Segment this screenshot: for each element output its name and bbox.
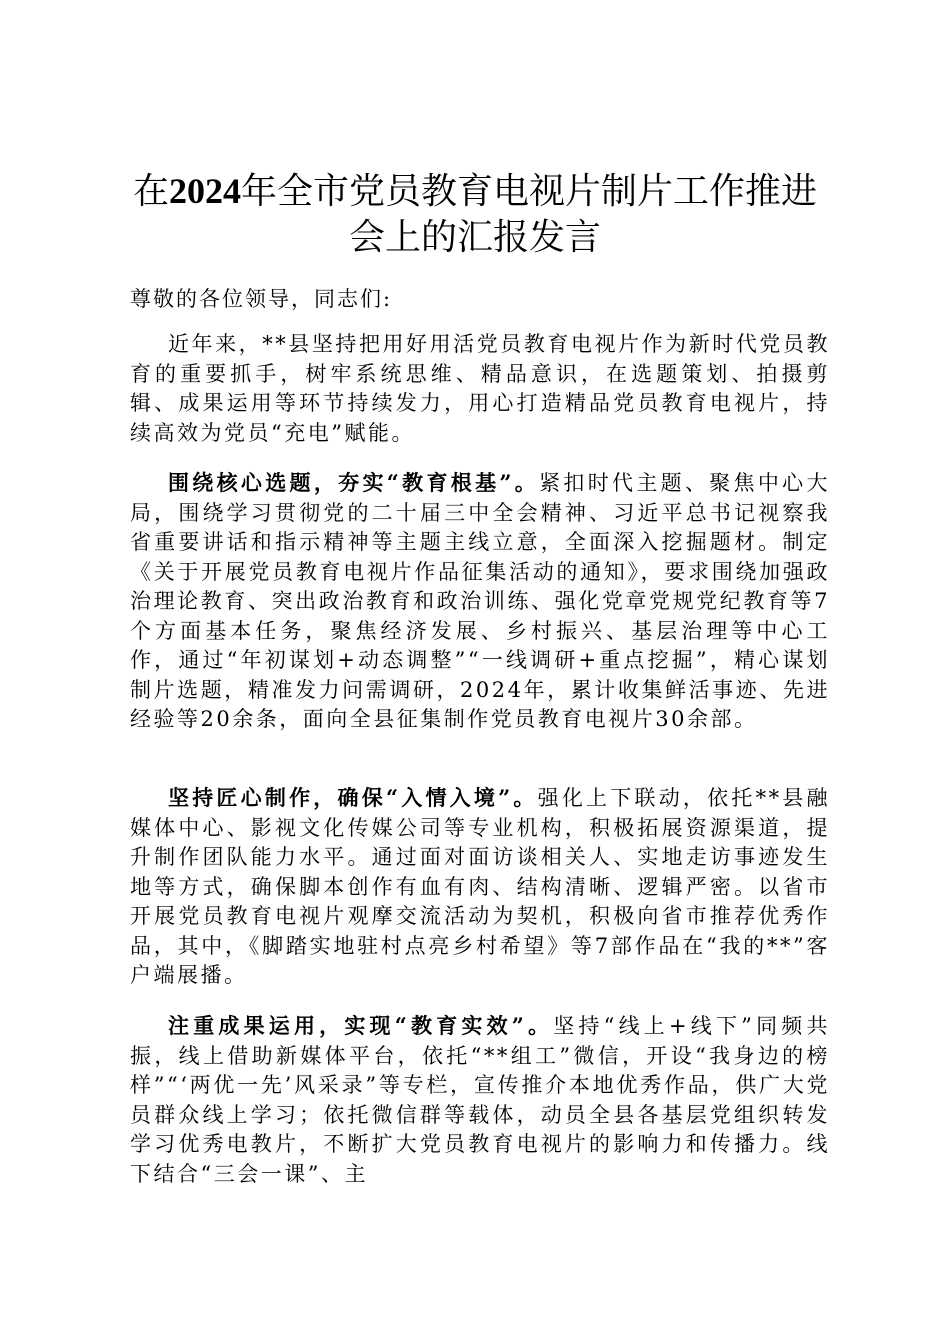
paragraph-body: 紧扣时代主题、聚焦中心大局，围绕学习贯彻党的二十届三中全会精神、习近平总书记视察我省重要讲话和指示精神等主题主线立意，全面深入挖掘题材。制定《关于开展党员教育电视片作品征集活动的通知》，要求围绕加强政治理论教育、突出政治教育和政治训练、强化党章党规党纪教育等7个方面基本任务，聚焦经济发展、乡村振兴、基层治理等中心工作，通过“年初谋划+动态调整”“一线调研+重点挖掘”，精心谋划制片选题，精准发力问需调研，2024年，累计收集鲜活事迹、先进经验等20余条，面向全县征集制作党员教育电视片30余部。 xyxy=(130,471,830,731)
paragraph-topic-selection xyxy=(130,468,830,735)
title-year: 2024 xyxy=(169,171,241,211)
paragraph-body: 近年来，**县坚持把用好用活党员教育电视片作为新时代党员教育的重要抓手，树牢系统思维、精品意识，在选题策划、拍摄剪辑、成果运用等环节持续发力，用心打造精品党员教育电视片，持续高效为党员“充电”赋能。 xyxy=(130,332,830,445)
page-title xyxy=(130,168,820,261)
paragraph-results xyxy=(130,1011,830,1189)
paragraph-body: 坚持“线上+线下”同频共振，线上借助新媒体平台，依托“**组工”微信，开设“我身边的榜样”“‘两优一先’风采录”等专栏，宣传推介本地优秀作品，供广大党员群众线上学习；依托微信群等载体，动员全县各基层党组织转发学习优秀电教片，不断扩大党员教育电视片的影响力和传播力。线下结合“三会一课”、主 xyxy=(130,1014,830,1186)
paragraph-heading: 注重成果运用，实现“教育实效”。 xyxy=(168,1013,554,1038)
paragraph-heading: 围绕核心选题，夯实“教育根基”。 xyxy=(168,470,540,495)
title-prefix: 在 xyxy=(132,171,169,212)
title-suffix: 年全市党员教育电视片制片工作推进会上的汇报发言 xyxy=(241,171,818,258)
paragraph-heading: 坚持匠心制作，确保“入情入境”。 xyxy=(168,785,538,810)
paragraph-body: 强化上下联动，依托**县融媒体中心、影视文化传媒公司等专业机构，积极拓展资源渠道，提升制作团队能力水平。通过面对面访谈相关人、实地走访事迹发生地等方式，确保脚本创作有血有肉、结构清晰、逻辑严密。以省市开展党员教育电视片观摩交流活动为契机，积极向省市推荐优秀作品，其中，《脚踏实地驻村点亮乡村希望》等7部作品在“我的**”客户端展播。 xyxy=(130,786,830,987)
paragraph-intro xyxy=(130,330,830,448)
paragraph-production xyxy=(130,783,830,991)
salutation: 尊敬的各位领导，同志们: xyxy=(130,287,393,311)
